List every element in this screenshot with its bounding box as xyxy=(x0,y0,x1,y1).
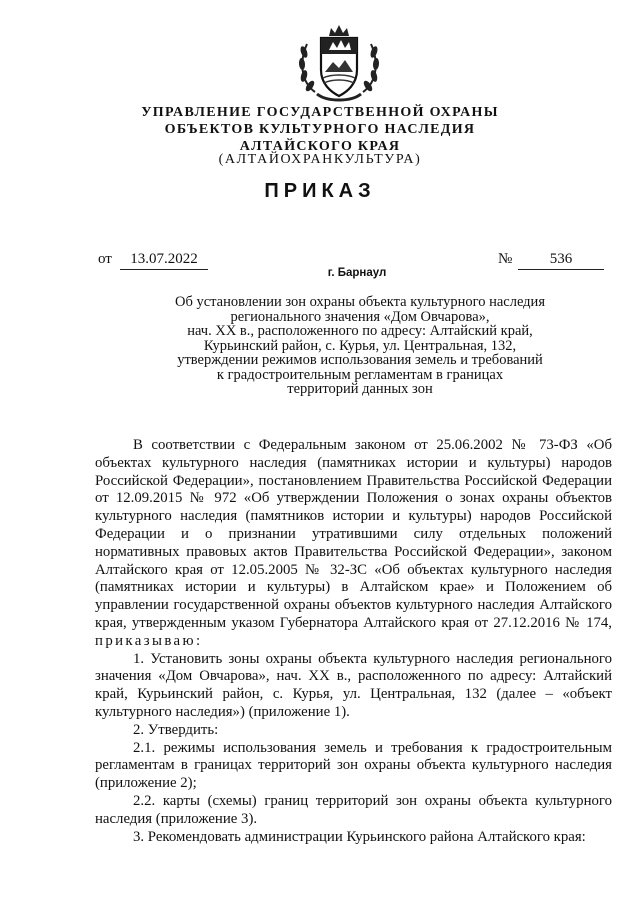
subject-line: Курьинский район, с. Курья, ул. Центральная, 132, xyxy=(203,337,517,354)
subject-line: регионального значения «Дом Овчарова», xyxy=(230,308,490,325)
coat-of-arms-emblem xyxy=(293,22,385,104)
order-word: приказываю: xyxy=(95,632,203,649)
document-subject xyxy=(150,295,570,397)
organization-name-line-1: УПРАВЛЕНИЕ ГОСУДАРСТВЕННОЙ ОХРАНЫ xyxy=(141,105,499,120)
document-number: 536 xyxy=(518,250,604,270)
organization-name-line-2: ОБЪЕКТОВ КУЛЬТУРНОГО НАСЛЕДИЯ xyxy=(164,122,476,137)
preamble-paragraph xyxy=(95,437,612,651)
city-label: г. Барнаул xyxy=(327,267,387,279)
subject-line: к градостроительным регламентам в границах xyxy=(216,366,504,383)
order-item-2: 2. Утвердить: xyxy=(133,721,219,738)
subject-line: утверждении режимов использования земель и требований xyxy=(177,352,543,368)
preamble-text: В соответствии с Федеральным законом от 25.06.2002 № 73-ФЗ «Об объектах культурного наследия (памятниках истории и культуры) народов Российской Федерации», постановлением Правительства Российской Федерации от 12.09.2015 № 972 «Об утверждении Положения о зонах охраны объектов культурного наследия (памятников истории и культуры) народов Российской Федерации и о признании утратившими силу отдельных положений нормативных правовых актов Правительства Российской Федерации», законом Алтайского края от 12.05.2005 № 32-ЗС «Об объектах культурного наследия (памятниках истории и культуры) в Алтайском крае» и Положением об управлении государственной охраны объектов культурного наследия Алтайского края, утвержденным указом Губернатора Алтайского края от 27.12.2016 № 174, xyxy=(95,437,612,631)
number-prefix: № xyxy=(498,251,513,267)
order-item-2-1: 2.1. режимы использования земель и требования к градостроительным регламентам в границах территорий зон охраны объекта культурного наследия (приложение 2); xyxy=(95,739,612,792)
subject-line: Об установлении зон охраны объекта культурного наследия xyxy=(175,294,545,310)
order-item-3: 3. Рекомендовать администрации Курьинского района Алтайского края: xyxy=(133,828,586,845)
date-prefix: от xyxy=(98,251,112,267)
subject-line: нач. XX в., расположенного по адресу: Алтайский край, xyxy=(187,323,533,339)
organization-name-line-3: АЛТАЙСКОГО КРАЯ xyxy=(239,139,401,154)
subject-line: территорий данных зон xyxy=(287,381,433,397)
organization-short-name: (АЛТАЙОХРАНКУЛЬТУРА) xyxy=(218,152,422,167)
order-item-2-2: 2.2. карты (схемы) границ территорий зон охраны объекта культурного наследия (приложение 3). xyxy=(95,792,612,827)
document-type-title: ПРИКАЗ xyxy=(264,180,376,202)
document-date: 13.07.2022 xyxy=(120,250,208,270)
document-body xyxy=(95,437,612,846)
order-item-1: 1. Установить зоны охраны объекта культурного наследия регионального значения «Дом Овчарова», нач. XX в., расположенного по адресу: Алтайский край, Курьинский район, с. Курья, ул. Центральная, 132 (далее – «объект культурного наследия») (приложение 1). xyxy=(95,650,612,720)
